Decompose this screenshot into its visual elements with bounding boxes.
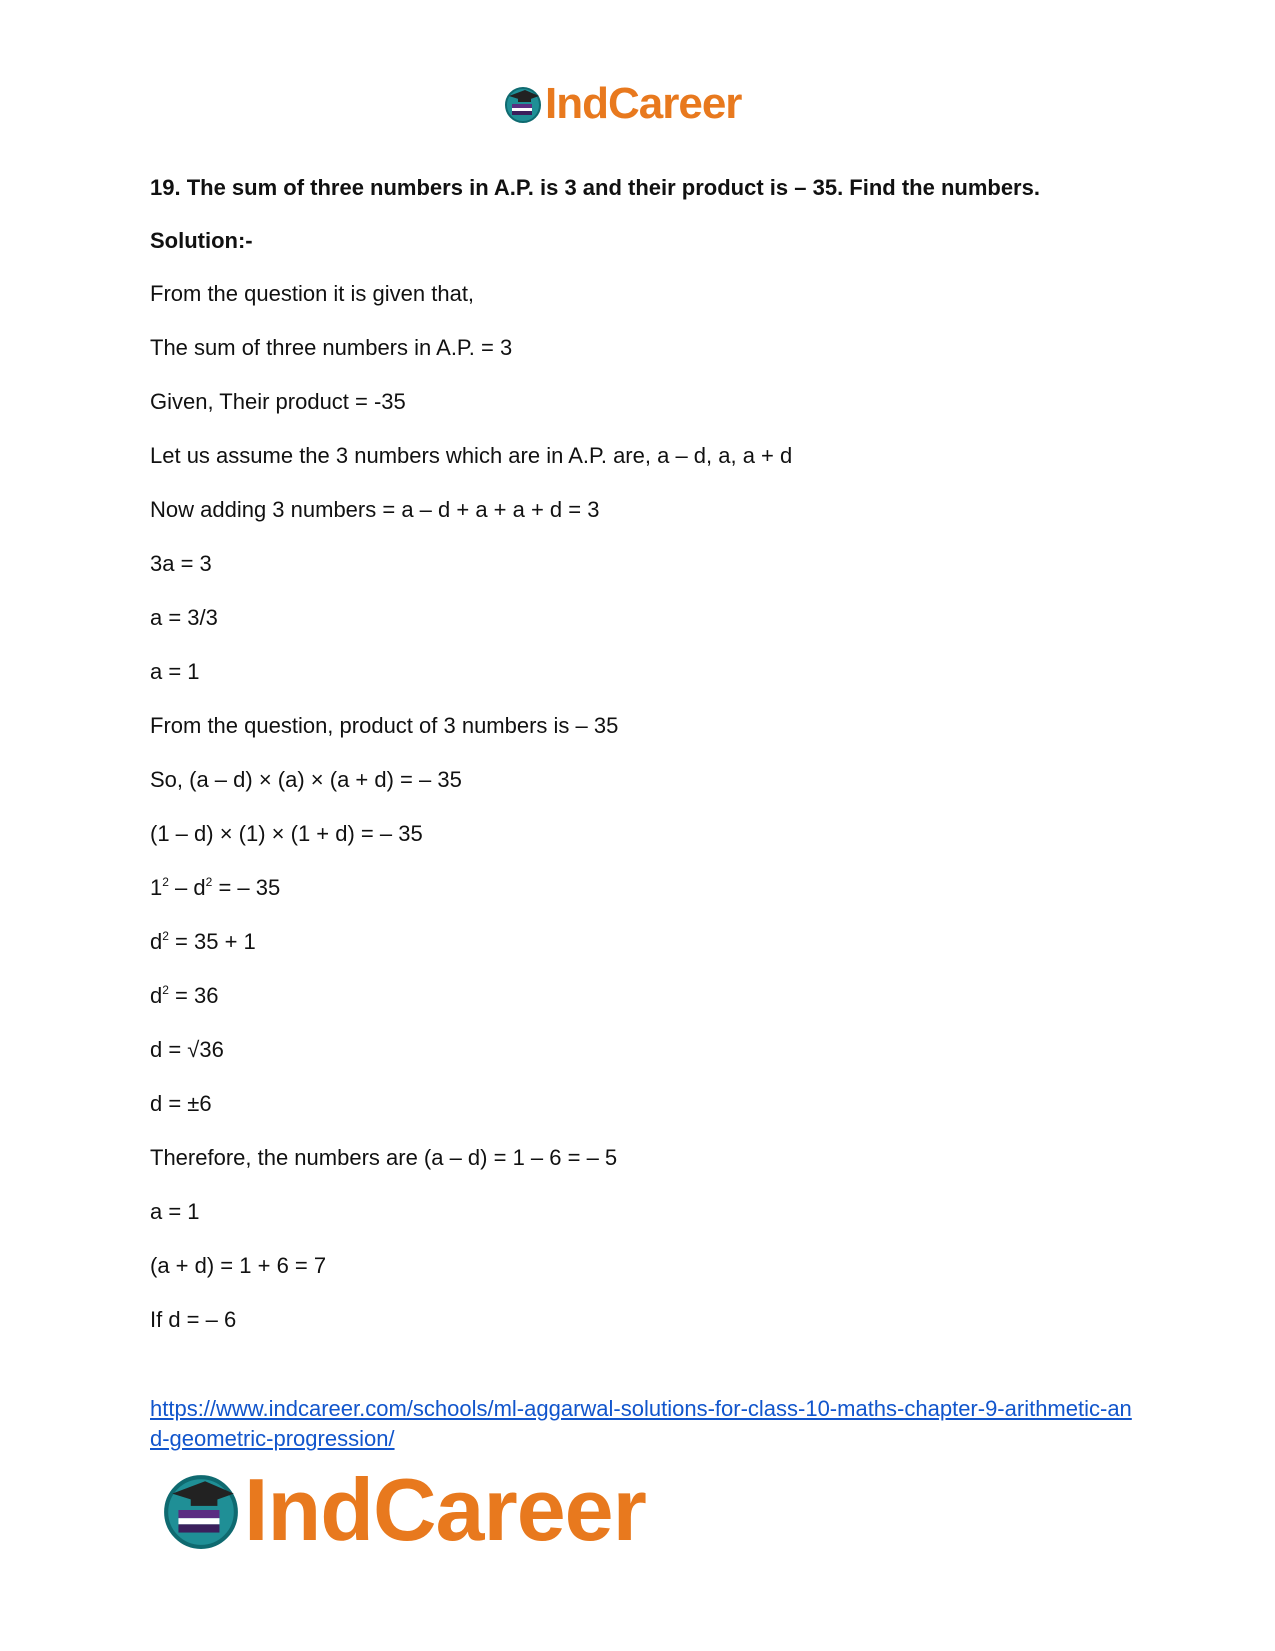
solution-line: a = 1: [150, 1199, 200, 1224]
solution-line: d = ±6: [150, 1091, 212, 1116]
solution-line: [150, 983, 218, 1009]
solution-line: [150, 875, 280, 901]
math-text: = 35 + 1: [168, 929, 256, 954]
solution-line: From the question it is given that,: [150, 281, 475, 306]
superscript: 2: [162, 983, 169, 997]
logo-text: IndCareer: [244, 1460, 646, 1559]
math-text: d: [150, 983, 163, 1008]
solution-line: Now adding 3 numbers = a – d + a + a + d = 3: [150, 497, 600, 522]
solution-line: The sum of three numbers in A.P. = 3: [150, 335, 513, 360]
solution-line: Therefore, the numbers are (a – d) = 1 – 6 = – 5: [150, 1145, 618, 1170]
superscript: 2: [162, 875, 169, 889]
solution-line: [150, 929, 256, 955]
solution-line: Let us assume the 3 numbers which are in A.P. are, a – d, a, a + d: [150, 443, 793, 468]
math-text: d: [150, 929, 163, 954]
math-text: = – 35: [212, 875, 281, 900]
solution-heading: Solution:-: [150, 228, 253, 253]
solution-line: d = √36: [150, 1037, 224, 1062]
superscript: 2: [162, 929, 169, 943]
graduation-book-icon: [503, 84, 543, 124]
solution-line: If d = – 6: [150, 1307, 237, 1332]
footer-logo: [160, 1460, 646, 1559]
header-logo: [503, 80, 741, 128]
superscript: 2: [205, 875, 213, 889]
math-text: = 36: [168, 983, 219, 1008]
solution-line: So, (a – d) × (a) × (a + d) = – 35: [150, 767, 462, 792]
solution-line: a = 1: [150, 659, 200, 684]
math-text: – d: [168, 875, 206, 900]
math-text: 1: [150, 875, 163, 900]
question-text: 19. The sum of three numbers in A.P. is 3 and their product is – 35. Find the numbers.: [150, 175, 1040, 200]
solution-line: (1 – d) × (1) × (1 + d) = – 35: [150, 821, 423, 846]
solution-line: (a + d) = 1 + 6 = 7: [150, 1253, 327, 1278]
solution-line: 3a = 3: [150, 551, 212, 576]
source-link[interactable]: https://www.indcareer.com/schools/ml-aggarwal-solutions-for-class-10-maths-chapter-9-arithmetic-and-geometric-progression/: [150, 1396, 1132, 1451]
solution-line: Given, Their product = -35: [150, 389, 406, 414]
logo-text: IndCareer: [545, 79, 742, 128]
solution-line: a = 3/3: [150, 605, 218, 630]
graduation-book-icon: [160, 1469, 242, 1551]
solution-line: From the question, product of 3 numbers is – 35: [150, 713, 619, 738]
